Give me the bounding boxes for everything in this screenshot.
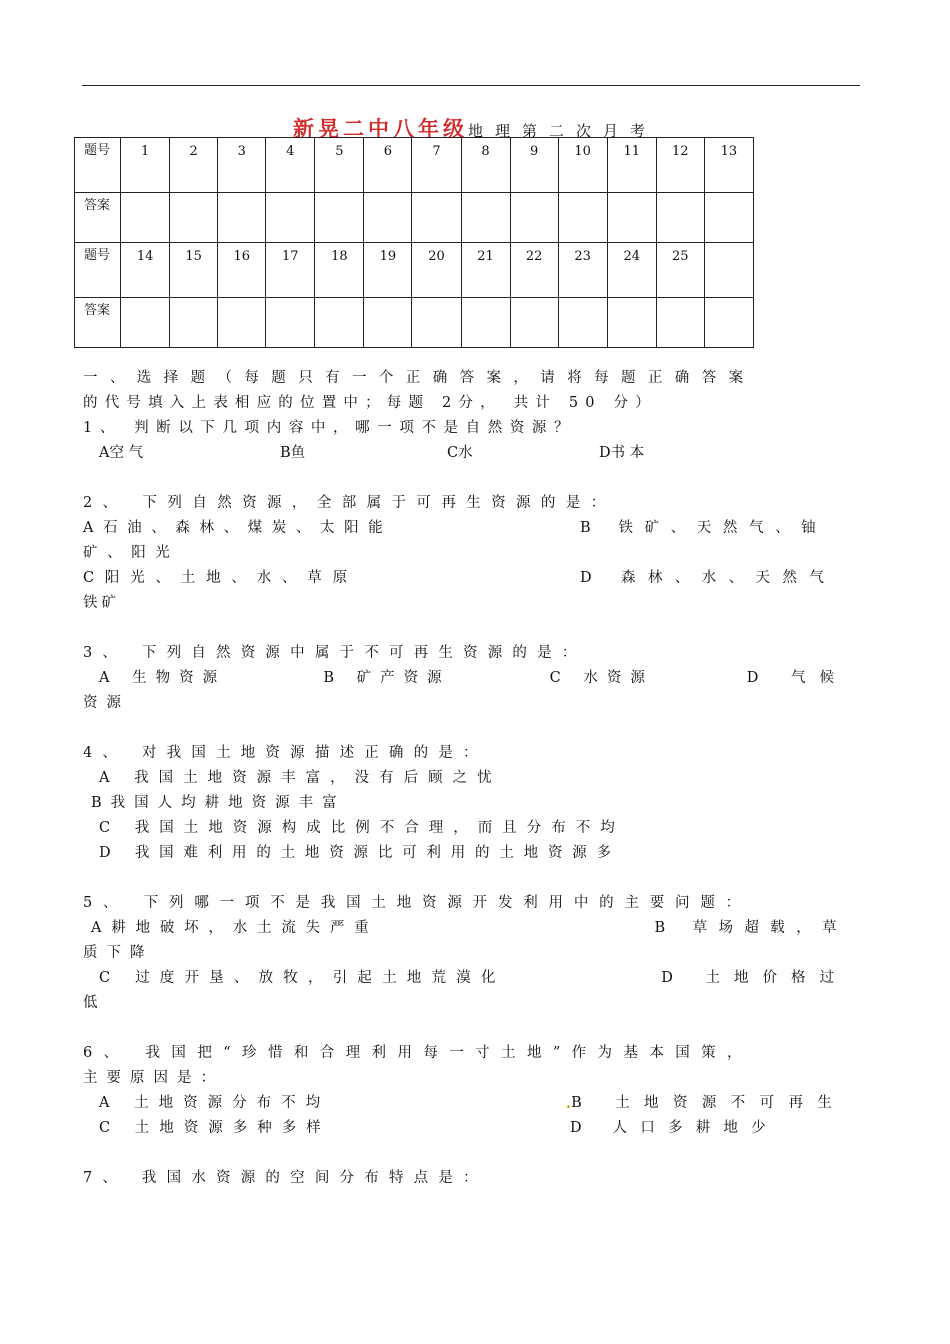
- row-header: 题号: [75, 138, 121, 193]
- answer-cell[interactable]: [315, 298, 364, 348]
- option-continuation: 铁矿: [83, 595, 120, 611]
- question-stem: 5、 下列哪一项不是我国土地资源开发利用中的主要问题：: [83, 895, 751, 911]
- answer-cell[interactable]: [315, 193, 364, 243]
- option-c: C 土地资源多种多样: [99, 1120, 331, 1136]
- options-row: [83, 666, 848, 691]
- option-a: A 我国土地资源丰富，没有后顾之忧: [99, 770, 502, 786]
- title-school: 新晃二中八年级: [292, 116, 468, 141]
- question-stem: 3、 下列自然资源中属于不可再生资源的是：: [83, 645, 587, 661]
- question-number-cell: 17: [266, 243, 315, 298]
- question-number-cell: 11: [607, 138, 656, 193]
- question-number-cell: 19: [364, 243, 412, 298]
- question-number-cell: 1: [121, 138, 170, 193]
- option-b: B 土地资源不可再生: [571, 1095, 847, 1111]
- options-row: [83, 1116, 848, 1141]
- question-stem: 4、 对我国土地资源描述正确的是：: [83, 745, 488, 761]
- answer-cell[interactable]: [170, 193, 218, 243]
- row-header: 题号: [75, 243, 121, 298]
- section-instruction: [83, 366, 848, 391]
- question-content: [83, 366, 848, 1191]
- option-a: A耕地破坏，水土流失严重: [91, 920, 379, 936]
- answer-cell[interactable]: [607, 298, 656, 348]
- options-row: [83, 966, 848, 991]
- question-number-cell: 7: [412, 138, 461, 193]
- option-d: D 气候: [746, 670, 848, 686]
- row-header: 答案: [75, 193, 121, 243]
- option-continuation: 矿、阳光: [83, 545, 180, 561]
- answer-cell[interactable]: [656, 298, 704, 348]
- option-b: B 铁矿、天然气、铀: [580, 520, 828, 536]
- option-b: B我国人均耕地资源丰富: [91, 795, 346, 811]
- option-c: C 我国土地资源构成比例不合理，而且分布不均: [99, 820, 625, 836]
- answer-cell[interactable]: [510, 298, 558, 348]
- answer-cell[interactable]: [364, 193, 412, 243]
- answer-cell[interactable]: [266, 193, 315, 243]
- table-row: [75, 298, 754, 348]
- options-row: [83, 441, 848, 466]
- table-row: [75, 243, 754, 298]
- question-number-cell: 13: [704, 138, 753, 193]
- instruction-line: 一、选择题（每题只有一个正确答案，请将每题正确答案: [83, 370, 756, 386]
- option-d: D书 本: [599, 445, 645, 461]
- answer-cell[interactable]: [121, 193, 170, 243]
- question-number-cell: 24: [607, 243, 656, 298]
- option-b: B 草场超载，草: [654, 920, 848, 936]
- question-number-cell: [704, 243, 753, 298]
- answer-cell[interactable]: [704, 298, 753, 348]
- question-number-cell: 6: [364, 138, 412, 193]
- options-row: [83, 1091, 848, 1116]
- question-number-cell: 3: [218, 138, 266, 193]
- answer-cell[interactable]: [704, 193, 753, 243]
- answer-cell[interactable]: [656, 193, 704, 243]
- question-number-cell: 21: [461, 243, 510, 298]
- question-number-cell: 18: [315, 243, 364, 298]
- answer-cell[interactable]: [121, 298, 170, 348]
- question-number-cell: 25: [656, 243, 704, 298]
- question-number-cell: 12: [656, 138, 704, 193]
- marker-dot: .: [566, 1095, 572, 1112]
- answer-cell[interactable]: [412, 193, 461, 243]
- answer-cell[interactable]: [412, 298, 461, 348]
- option-d: D 土地价格过: [661, 970, 848, 986]
- title-exam: 地理第二次月考: [467, 122, 657, 140]
- option-c: C阳光、土地、水、草原: [83, 570, 358, 586]
- question-number-cell: 22: [510, 243, 558, 298]
- question-stem: 7、 我国水资源的空间分布特点是：: [83, 1170, 488, 1186]
- option-a: A 生物资源: [99, 670, 227, 686]
- question-stem-continuation: 主要原因是：: [83, 1070, 224, 1086]
- header-rule: [82, 85, 860, 86]
- option-c: C水: [447, 445, 473, 461]
- answer-cell[interactable]: [607, 193, 656, 243]
- question-number-cell: 8: [461, 138, 510, 193]
- table-row: [75, 193, 754, 243]
- question-number-cell: 15: [170, 243, 218, 298]
- answer-cell[interactable]: [558, 298, 607, 348]
- question-number-cell: 2: [170, 138, 218, 193]
- option-a: A 土地资源分布不均: [99, 1095, 331, 1111]
- instruction-line: 的代号填入上表相应的位置中；每题 2分， 共计 50 分）: [83, 395, 657, 411]
- option-b: B鱼: [280, 445, 306, 461]
- answer-cell[interactable]: [266, 298, 315, 348]
- option-d: D 我国难利用的土地资源比可利用的土地资源多: [99, 845, 621, 861]
- answer-cell[interactable]: [170, 298, 218, 348]
- options-row: [83, 566, 848, 591]
- options-row: [83, 916, 848, 941]
- answer-cell[interactable]: [461, 298, 510, 348]
- option-b: B 矿产资源: [323, 670, 451, 686]
- question-number-cell: 5: [315, 138, 364, 193]
- question-number-cell: 10: [558, 138, 607, 193]
- question-number-cell: 16: [218, 243, 266, 298]
- answer-cell[interactable]: [364, 298, 412, 348]
- question-number-cell: 9: [510, 138, 558, 193]
- answer-cell[interactable]: [558, 193, 607, 243]
- question-number-cell: 14: [121, 243, 170, 298]
- question-number-cell: 20: [412, 243, 461, 298]
- answer-table: [74, 137, 754, 348]
- question-stem: 2、 下列自然资源，全部属于可再生资源的是：: [83, 495, 616, 511]
- option-c: C 过度开垦、放牧，引起土地荒漠化: [99, 970, 506, 986]
- options-row: [83, 516, 848, 541]
- question-stem: 1、 判断以下几项内容中，哪一项不是自然资源？: [83, 420, 577, 436]
- answer-cell[interactable]: [218, 193, 266, 243]
- answer-cell[interactable]: [510, 193, 558, 243]
- option-a: A石油、森林、煤炭、太阳能: [83, 520, 393, 536]
- option-continuation: 资源: [83, 695, 130, 711]
- question-stem: 6、 我国把“珍惜和合理利用每一寸土地”作为基本国策，: [83, 1045, 753, 1061]
- option-continuation: 质下降: [83, 945, 154, 961]
- row-header: 答案: [75, 298, 121, 348]
- option-continuation: 低: [83, 995, 98, 1011]
- option-d: D 森林、水、天然气: [580, 570, 837, 586]
- answer-cell[interactable]: [218, 298, 266, 348]
- question-number-cell: 4: [266, 138, 315, 193]
- option-c: C 水资源: [549, 670, 654, 686]
- table-row: [75, 138, 754, 193]
- option-a: A空 气: [99, 445, 144, 461]
- option-d: D 人口多耕地少: [570, 1120, 779, 1136]
- answer-cell[interactable]: [461, 193, 510, 243]
- question-number-cell: 23: [558, 243, 607, 298]
